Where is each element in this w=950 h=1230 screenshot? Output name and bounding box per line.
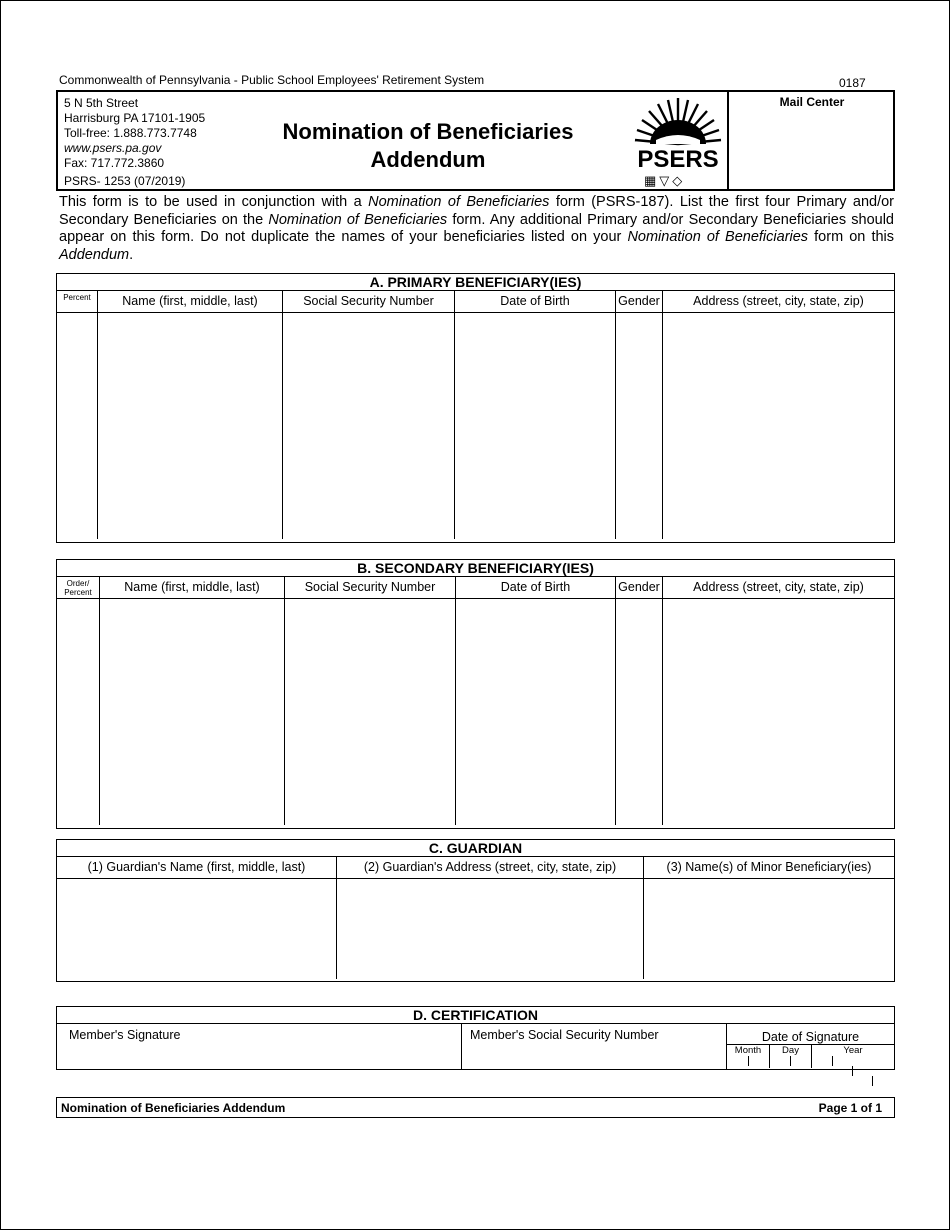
date-of-signature-field[interactable]	[727, 1024, 894, 1070]
percent-label: Percent	[64, 588, 92, 597]
guardian-entry-area[interactable]	[57, 879, 894, 979]
address-field[interactable]	[663, 599, 894, 825]
secondary-beneficiary-section	[56, 559, 895, 829]
intro-text: form (PSRS-187). List the first four Primary and/or Secondary Beneficiaries on the	[59, 194, 894, 228]
col-gender: Gender	[616, 577, 663, 598]
col-name: Name (first, middle, last)	[100, 577, 285, 598]
address-line: 5 N 5th Street	[64, 96, 139, 110]
mail-center-label: Mail Center	[779, 95, 845, 109]
col-order-percent	[57, 577, 100, 598]
month-label: Month	[734, 1045, 762, 1056]
date-of-signature-label: Date of Signature	[727, 1024, 894, 1045]
intro-text: form on this	[808, 229, 895, 245]
minor-beneficiaries-field[interactable]	[644, 879, 894, 979]
ssn-field[interactable]	[285, 599, 456, 825]
gender-field[interactable]	[616, 599, 663, 825]
member-signature-label: Member's Signature	[69, 1028, 181, 1042]
member-ssn-field[interactable]	[462, 1024, 727, 1070]
col-dob: Date of Birth	[455, 291, 616, 312]
intro-italic: Nomination of Beneficiaries	[627, 229, 809, 245]
col-minor-beneficiaries: (3) Name(s) of Minor Beneficiary(ies)	[666, 860, 872, 874]
col-guardian-address: (2) Guardian's Address (street, city, state, zip)	[337, 857, 644, 878]
col-ssn: Social Security Number	[285, 577, 456, 598]
tick-mark	[852, 1066, 853, 1076]
intro-italic: Addendum	[59, 246, 130, 263]
gender-field[interactable]	[616, 313, 663, 539]
section-title: B. SECONDARY BENEFICIARY(IES)	[57, 560, 894, 577]
address-line: Toll-free: 1.888.773.7748	[64, 126, 197, 140]
logo-text: PSERS	[637, 146, 719, 173]
title-line-2: Addendum	[370, 147, 486, 172]
agency-name: Commonwealth of Pennsylvania - Public School Employees' Retirement System	[59, 73, 485, 87]
ssn-field[interactable]	[283, 313, 455, 539]
primary-entry-area[interactable]	[57, 313, 894, 539]
percent-field[interactable]	[57, 313, 98, 539]
form-header	[56, 90, 895, 191]
primary-header-row	[57, 291, 894, 313]
order-label: Order/	[66, 579, 90, 588]
secondary-entry-area[interactable]	[57, 599, 894, 825]
form-footer	[56, 1097, 895, 1118]
mail-center-box	[727, 92, 895, 189]
tick-mark	[748, 1056, 749, 1066]
certification-row	[57, 1024, 894, 1070]
intro-italic: Nomination of Beneficiaries	[368, 194, 550, 210]
col-name: Name (first, middle, last)	[98, 291, 283, 312]
col-address: Address (street, city, state, zip)	[693, 580, 864, 594]
day-field[interactable]	[770, 1045, 812, 1068]
tick-mark	[790, 1056, 791, 1066]
order-percent-field[interactable]	[57, 599, 100, 825]
guardian-address-field[interactable]	[337, 879, 644, 979]
website: www.psers.pa.gov	[64, 141, 162, 155]
intro-text: This form is to be used in conjunction with a	[59, 194, 369, 210]
intro-text: .	[129, 246, 134, 263]
dob-field[interactable]	[455, 313, 616, 539]
day-label: Day	[782, 1045, 799, 1056]
primary-beneficiary-section	[56, 273, 895, 543]
guardian-header-row	[57, 857, 894, 879]
col-gender: Gender	[616, 291, 663, 312]
guardian-name-field[interactable]	[57, 879, 337, 979]
col-percent: Percent	[57, 291, 98, 312]
form-title	[238, 118, 618, 174]
page-number: Page 1 of 1	[818, 1101, 882, 1115]
section-title: D. CERTIFICATION	[57, 1007, 894, 1024]
col-dob: Date of Birth	[456, 577, 616, 598]
intro-text: form. Any additional Primary and/or Secondary Beneficiaries should appear on this form. Do not duplicate the names of your beneficiaries listed on your	[59, 211, 894, 245]
certification-section	[56, 1006, 895, 1070]
col-address: Address (street, city, state, zip)	[693, 294, 864, 308]
col-ssn: Social Security Number	[283, 291, 455, 312]
date-parts	[727, 1045, 894, 1068]
psers-logo	[632, 94, 724, 190]
member-ssn-label: Member's Social Security Number	[470, 1028, 659, 1042]
intro-italic: Nomination of Beneficiaries	[268, 211, 448, 228]
guardian-section	[56, 839, 895, 982]
tick-mark	[872, 1076, 873, 1086]
instructions	[59, 194, 894, 264]
form-id: PSRS- 1253 (07/2019)	[64, 174, 186, 188]
keystone-icon: ▽	[659, 173, 673, 188]
agency-address	[64, 96, 205, 189]
title-line-1: Nomination of Beneficiaries	[282, 119, 574, 144]
tick-mark	[832, 1056, 833, 1066]
book-icon: ▦	[644, 173, 660, 188]
sunburst-icon	[632, 94, 724, 150]
address-field[interactable]	[663, 313, 894, 539]
col-guardian-name: (1) Guardian's Name (first, middle, last)	[57, 857, 337, 878]
secondary-header-row	[57, 577, 894, 599]
graduation-cap-icon: ◇	[672, 173, 686, 188]
address-line: Harrisburg PA 17101-1905	[64, 111, 206, 125]
member-signature-field[interactable]	[57, 1024, 462, 1070]
year-field[interactable]	[812, 1045, 894, 1068]
footer-form-name: Nomination of Beneficiaries Addendum	[61, 1101, 286, 1115]
section-title: A. PRIMARY BENEFICIARY(IES)	[57, 274, 894, 291]
section-title: C. GUARDIAN	[57, 840, 894, 857]
year-label: Year	[843, 1045, 863, 1056]
logo-glyphs	[644, 173, 685, 189]
dob-field[interactable]	[456, 599, 616, 825]
month-field[interactable]	[727, 1045, 770, 1068]
fax: Fax: 717.772.3860	[64, 156, 165, 170]
form-code: 0187	[839, 76, 866, 90]
name-field[interactable]	[100, 599, 285, 825]
name-field[interactable]	[98, 313, 283, 539]
